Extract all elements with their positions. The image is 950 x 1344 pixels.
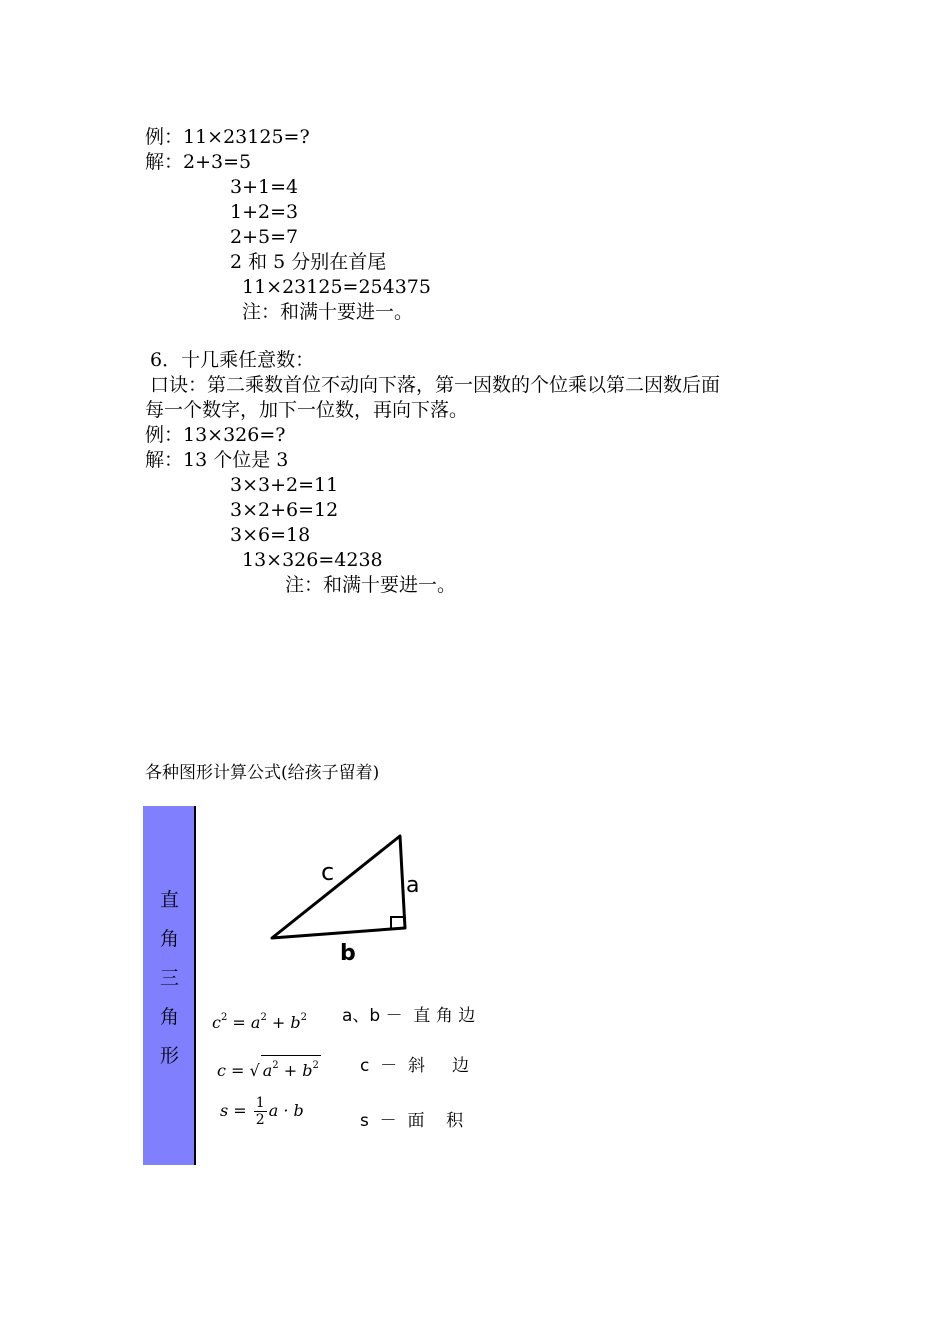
step-line: 2 和 5 分别在首尾 [230, 251, 387, 273]
solution-line: 解：13 个位是 3 [145, 449, 289, 471]
panel-label-char: 形 [160, 1045, 180, 1067]
section-heading: 6．十几乘任意数： [150, 349, 315, 371]
fraction-numerator: 1 [255, 1095, 265, 1111]
triangle-shape [272, 836, 405, 938]
note-line: 注：和满十要进一。 [285, 574, 457, 596]
hypotenuse-label: c [321, 858, 335, 886]
step-line: 3×3+2=11 [230, 474, 339, 496]
formula-exp: 2 [272, 1060, 279, 1071]
formula-part: a · b [268, 1101, 304, 1120]
step-line: 3×6=18 [230, 524, 311, 546]
example-line: 例：11×23125=? [145, 126, 310, 148]
formula-var: c [212, 1013, 221, 1032]
solution-line: 解：2+3=5 [145, 151, 252, 173]
result-line: 11×23125=254375 [242, 276, 431, 298]
step-line: 3+1=4 [230, 176, 299, 198]
step-line: 2+5=7 [230, 226, 299, 248]
panel-label-char: 三 [160, 967, 180, 989]
rule-line: 每一个数字，加下一位数，再向下落。 [145, 399, 469, 421]
rule-line: 口诀：第二乘数首位不动向下落，第一因数的个位乘以第二因数后面 [150, 374, 721, 396]
shapes-caption: 各种图形计算公式(给孩子留着) [145, 763, 380, 783]
right-triangle-diagram [255, 820, 435, 970]
radicand [261, 1055, 321, 1081]
formula-part: c = [217, 1061, 250, 1080]
panel-label-char: 角 [160, 1006, 180, 1028]
formula-part: s = [220, 1101, 252, 1120]
formula-part: + b [278, 1061, 313, 1080]
formula-exp: 2 [312, 1060, 319, 1071]
pythagorean-formula [212, 1008, 307, 1033]
step-line: 3×2+6=12 [230, 499, 339, 521]
area-formula [220, 1095, 304, 1128]
formula-exp: 2 [220, 1012, 228, 1023]
side-b-label: b [340, 941, 356, 966]
note-line: 注：和满十要进一。 [242, 301, 414, 323]
formula-exp: 2 [300, 1012, 308, 1023]
fraction-denominator: 2 [255, 1112, 265, 1128]
formula-part: = a [227, 1013, 261, 1032]
hypotenuse-formula [217, 1055, 321, 1081]
step-line: 1+2=3 [230, 201, 299, 223]
result-line: 13×326=4238 [242, 549, 383, 571]
example-line: 例：13×326=? [145, 424, 286, 446]
panel-label-char: 角 [160, 928, 180, 950]
side-a-label: a [406, 873, 420, 898]
fraction [254, 1095, 267, 1128]
panel-label-char: 直 [160, 889, 180, 911]
legend-hypotenuse: c － 斜 边 [360, 1056, 469, 1076]
formula-part: + b [266, 1013, 301, 1032]
formula-var: a [262, 1061, 273, 1080]
legend-legs: a、b － 直 角 边 [342, 1006, 476, 1026]
sqrt-sign-icon: √ [249, 1061, 260, 1080]
formula-exp: 2 [260, 1012, 267, 1023]
legend-area: s － 面 积 [360, 1111, 464, 1131]
